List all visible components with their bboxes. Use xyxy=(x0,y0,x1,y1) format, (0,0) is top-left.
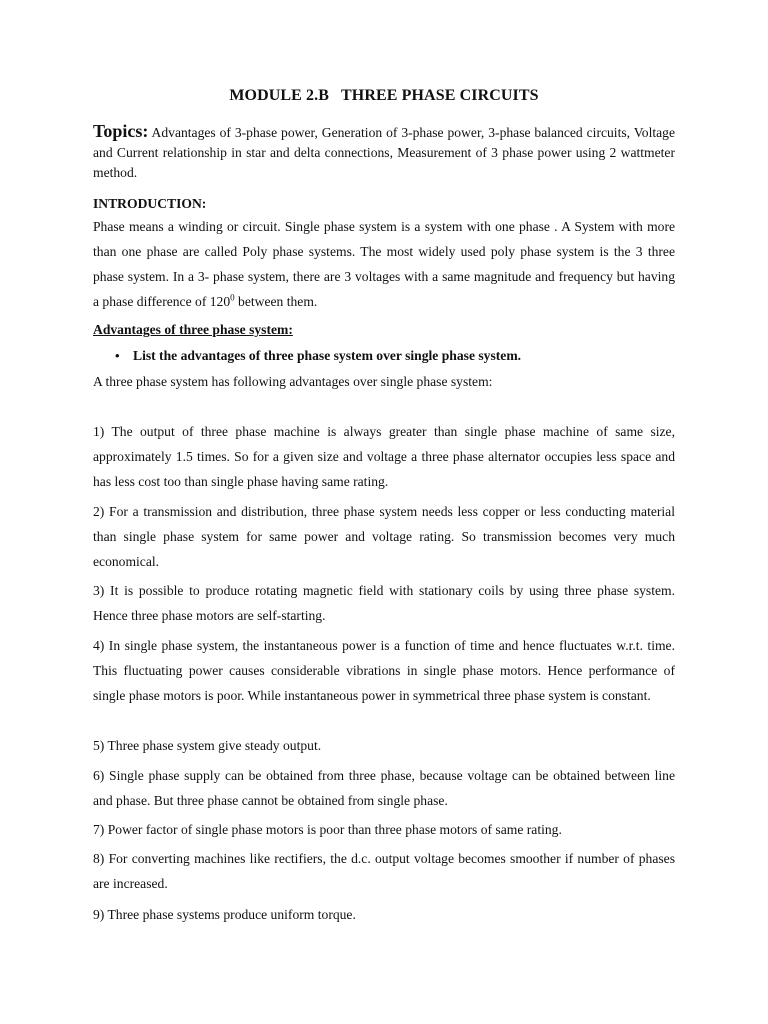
advantage-item-7: 7) Power factor of single phase motors is poor than three phase motors of same rating. xyxy=(93,822,562,837)
advantage-item-9: 9) Three phase systems produce uniform torque. xyxy=(93,907,356,922)
advantage-item-2: 2) For a transmission and distribution, three phase system needs less copper or less conducting material than single phase system for same power and voltage rating. So transmission becomes very much economical. xyxy=(93,504,675,569)
advantages-intro: A three phase system has following advantages over single phase system: xyxy=(93,374,493,389)
advantage-item-4: 4) In single phase system, the instantaneous power is a function of time and hence fluctuates w.r.t. time. This fluctuating power causes considerable vibrations in single phase motors. Hence performance of single phase motors is poor. While instantaneous power in symmetrical three phase system is constant. xyxy=(93,638,675,703)
page-title: MODULE 2.B THREE PHASE CIRCUITS xyxy=(229,87,539,104)
bullet-icon: • xyxy=(115,348,120,363)
degree-superscript: 0 xyxy=(230,292,235,303)
introduction-text: Phase means a winding or circuit. Single phase system is a system with one phase . A System with more than one phase are called Poly phase systems. The most widely used poly phase system is the 3 three phase system. In a 3- phase system, there are 3 voltages with a same magnitude and frequency but having a phase difference of 120 xyxy=(93,219,675,309)
question-text: List the advantages of three phase system over single phase system. xyxy=(133,348,522,363)
advantage-item-1: 1) The output of three phase machine is always greater than single phase machine of same size, approximately 1.5 times. So for a given size and voltage a three phase alternator occupies less space and has less cost too than single phase having same rating. xyxy=(93,424,675,489)
advantage-item-3: 3) It is possible to produce rotating magnetic field with stationary coils by using three phase system. Hence three phase motors are self-starting. xyxy=(93,583,675,623)
topics-label: Topics: xyxy=(93,121,149,141)
question-bullet xyxy=(115,348,521,364)
introduction-text-end: between them. xyxy=(234,294,318,309)
advantage-item-8: 8) For converting machines like rectifiers, the d.c. output voltage becomes smoother if number of phases are increased. xyxy=(93,851,675,891)
introduction-heading: INTRODUCTION: xyxy=(93,196,207,211)
topics-text: Advantages of 3-phase power, Generation of 3-phase power, 3-phase balanced circuits, Voltage and Current relationship in star and delta connections, Measurement of 3 phase power using 2 wattmeter method. xyxy=(93,125,675,180)
advantage-item-6: 6) Single phase supply can be obtained from three phase, because voltage can be obtained between line and phase. But three phase cannot be obtained from single phase. xyxy=(93,768,675,808)
introduction-paragraph xyxy=(93,214,675,314)
topics-paragraph xyxy=(93,121,675,183)
advantages-heading: Advantages of three phase system: xyxy=(93,322,293,337)
advantage-item-5: 5) Three phase system give steady output. xyxy=(93,738,322,753)
